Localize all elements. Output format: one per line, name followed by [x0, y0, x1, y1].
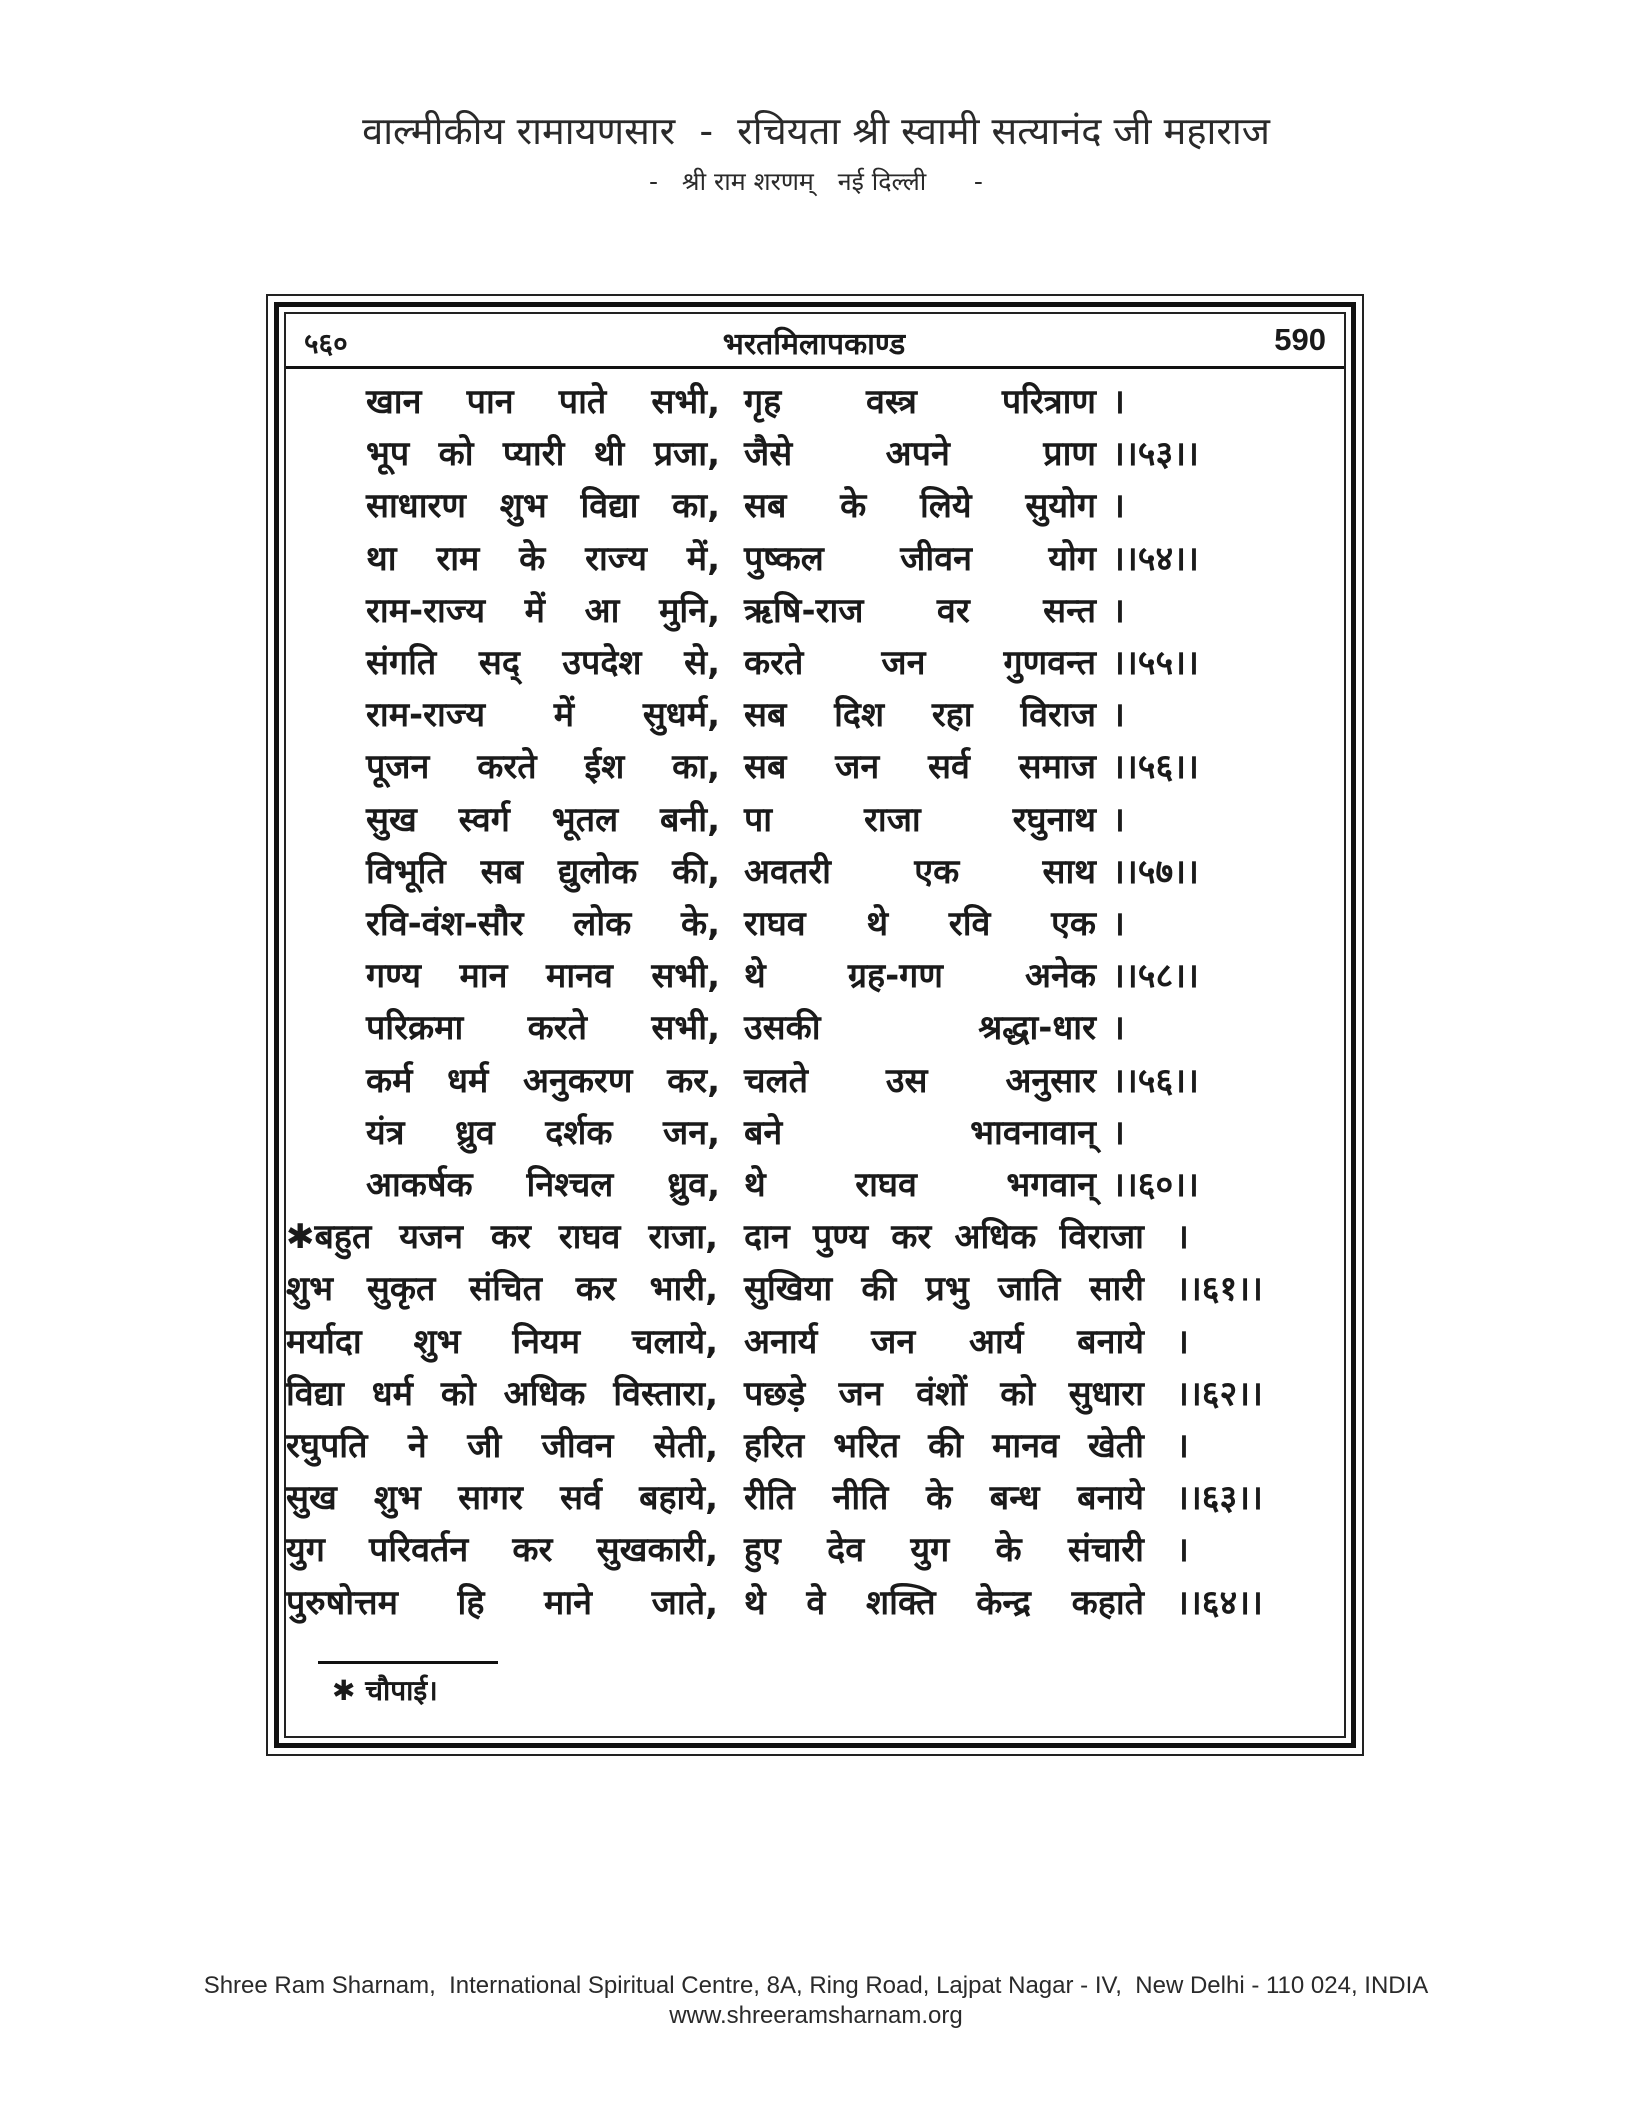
doha-line-10-verse-mark: ।।५७।। — [1112, 852, 1199, 892]
doha-line-8-second-half: सब जन सर्व समाज — [744, 747, 1096, 787]
page-number-devanagari: ५६० — [304, 327, 348, 360]
chaupai-line-1-first-half: ✱बहुत यजन कर राघव राजा, — [286, 1217, 718, 1257]
doha-line-3-second-half: सब के लिये सुयोग — [744, 486, 1096, 526]
chaupai-line-5-first-half: रघुपति ने जी जीवन सेती, — [286, 1426, 718, 1466]
chaupai-line-6-verse-mark: ।।६३।। — [1176, 1478, 1263, 1518]
doha-line-6-second-half: करते जन गुणवन्त — [744, 643, 1096, 683]
doha-line-16-second-half: थे राघव भगवान् — [744, 1165, 1096, 1205]
doha-line-12-verse-mark: ।।५८।। — [1112, 956, 1199, 996]
doha-line-1-second-half: गृह वस्त्र परित्राण — [744, 382, 1096, 422]
doha-line-13-second-half: उसकी श्रद्धा-धार — [744, 1008, 1096, 1048]
doha-line-3-first-half: साधारण शुभ विद्या का, — [366, 486, 720, 526]
doha-line-4-verse-mark: ।।५४।। — [1112, 539, 1199, 579]
doha-line-2-second-half: जैसे अपने प्राण — [744, 434, 1096, 474]
chaupai-line-3-second-half: अनार्य जन आर्य बनाये — [744, 1322, 1144, 1362]
header-rule — [286, 366, 1344, 369]
footer-address: Shree Ram Sharnam, International Spiritual Centre, 8A, Ring Road, Lajpat Nagar - IV, New Delhi - 110 024, INDIA — [203, 1972, 1429, 1999]
chaupai-line-5-second-half: हरित भरित की मानव खेती — [744, 1426, 1144, 1466]
chaupai-line-2-second-half: सुखिया की प्रभु जाति सारी — [744, 1269, 1144, 1309]
doha-line-16-first-half: आकर्षक निश्चल ध्रुव, — [366, 1165, 720, 1205]
doha-line-16-verse-mark: ।।६०।। — [1112, 1165, 1199, 1205]
chaupai-line-5-verse-mark: । — [1176, 1426, 1189, 1466]
footer-website: www.shreeramsharnam.org — [669, 2002, 963, 2029]
kand-title: भरतमिलापकाण्ड — [722, 327, 906, 362]
chaupai-line-1-second-half: दान पुण्य कर अधिक विराजा — [744, 1217, 1144, 1257]
chaupai-line-6-first-half: सुख शुभ सागर सर्व बहाये, — [286, 1478, 718, 1518]
chaupai-line-2-first-half: शुभ सुकृत संचित कर भारी, — [286, 1269, 718, 1309]
doha-line-8-first-half: पूजन करते ईश का, — [366, 747, 720, 787]
document-subtitle: - श्री राम शरणम् नई दिल्ली - — [649, 167, 983, 196]
chaupai-line-8-second-half: थे वे शक्ति केन्द्र कहाते — [744, 1583, 1144, 1623]
doha-line-6-first-half: संगति सद् उपदेश से, — [366, 643, 720, 683]
doha-line-13-verse-mark: । — [1112, 1008, 1125, 1048]
doha-line-7-verse-mark: । — [1112, 695, 1125, 735]
chaupai-line-7-verse-mark: । — [1176, 1530, 1189, 1570]
doha-line-4-first-half: था राम के राज्य में, — [366, 539, 720, 579]
chaupai-line-1-verse-mark: । — [1176, 1217, 1189, 1257]
doha-line-3-verse-mark: । — [1112, 486, 1125, 526]
doha-line-11-first-half: रवि-वंश-सौर लोक के, — [366, 904, 720, 944]
doha-line-10-second-half: अवतरी एक साथ — [744, 852, 1096, 892]
doha-line-5-first-half: राम-राज्य में आ मुनि, — [366, 591, 720, 631]
doha-line-8-verse-mark: ।।५६।। — [1112, 747, 1199, 787]
doha-line-7-second-half: सब दिश रहा विराज — [744, 695, 1096, 735]
doha-line-15-verse-mark: । — [1112, 1113, 1125, 1153]
doha-line-5-second-half: ऋषि-राज वर सन्त — [744, 591, 1096, 631]
doha-line-4-second-half: पुष्कल जीवन योग — [744, 539, 1096, 579]
doha-line-9-verse-mark: । — [1112, 800, 1125, 840]
doha-line-14-first-half: कर्म धर्म अनुकरण कर, — [366, 1061, 720, 1101]
chaupai-line-4-verse-mark: ।।६२।। — [1176, 1374, 1263, 1414]
document-title: वाल्मीकीय रामायणसार - रचियता श्री स्वामी सत्यानंद जी महाराज — [362, 109, 1270, 153]
chaupai-line-6-second-half: रीति नीति के बन्ध बनाये — [744, 1478, 1144, 1518]
page-number: 590 — [1274, 322, 1326, 357]
footnote-rule — [318, 1661, 498, 1664]
doha-line-5-verse-mark: । — [1112, 591, 1125, 631]
chaupai-line-8-first-half: पुरुषोत्तम हि माने जाते, — [286, 1583, 718, 1623]
doha-line-10-first-half: विभूति सब द्युलोक की, — [366, 852, 720, 892]
chaupai-line-2-verse-mark: ।।६१।। — [1176, 1269, 1263, 1309]
doha-line-2-verse-mark: ।।५३।। — [1112, 434, 1199, 474]
doha-line-15-second-half: बने भावनावान् — [744, 1113, 1096, 1153]
chaupai-line-7-second-half: हुए देव युग के संचारी — [744, 1530, 1144, 1570]
doha-line-11-second-half: राघव थे रवि एक — [744, 904, 1096, 944]
footnote: ✱ चौपाई। — [332, 1674, 438, 1707]
chaupai-line-3-first-half: मर्यादा शुभ नियम चलाये, — [286, 1322, 718, 1362]
doha-line-2-first-half: भूप को प्यारी थी प्रजा, — [366, 434, 720, 474]
doha-line-12-second-half: थे ग्रह-गण अनेक — [744, 956, 1096, 996]
doha-line-1-first-half: खान पान पाते सभी, — [366, 382, 720, 422]
doha-line-14-second-half: चलते उस अनुसार — [744, 1061, 1096, 1101]
chaupai-line-4-first-half: विद्या धर्म को अधिक विस्तारा, — [286, 1374, 718, 1414]
doha-line-1-verse-mark: । — [1112, 382, 1125, 422]
doha-line-6-verse-mark: ।।५५।। — [1112, 643, 1199, 683]
chaupai-line-4-second-half: पछड़े जन वंशों को सुधारा — [744, 1374, 1144, 1414]
doha-line-14-verse-mark: ।।५६।। — [1112, 1061, 1199, 1101]
doha-line-15-first-half: यंत्र ध्रुव दर्शक जन, — [366, 1113, 720, 1153]
doha-line-13-first-half: परिक्रमा करते सभी, — [366, 1008, 720, 1048]
doha-line-11-verse-mark: । — [1112, 904, 1125, 944]
chaupai-line-7-first-half: युग परिवर्तन कर सुखकारी, — [286, 1530, 718, 1570]
chaupai-line-3-verse-mark: । — [1176, 1322, 1189, 1362]
chaupai-line-8-verse-mark: ।।६४।। — [1176, 1583, 1263, 1623]
doha-line-12-first-half: गण्य मान मानव सभी, — [366, 956, 720, 996]
doha-line-9-second-half: पा राजा रघुनाथ — [744, 800, 1096, 840]
doha-line-9-first-half: सुख स्वर्ग भूतल बनी, — [366, 800, 720, 840]
doha-line-7-first-half: राम-राज्य में सुधर्म, — [366, 695, 720, 735]
